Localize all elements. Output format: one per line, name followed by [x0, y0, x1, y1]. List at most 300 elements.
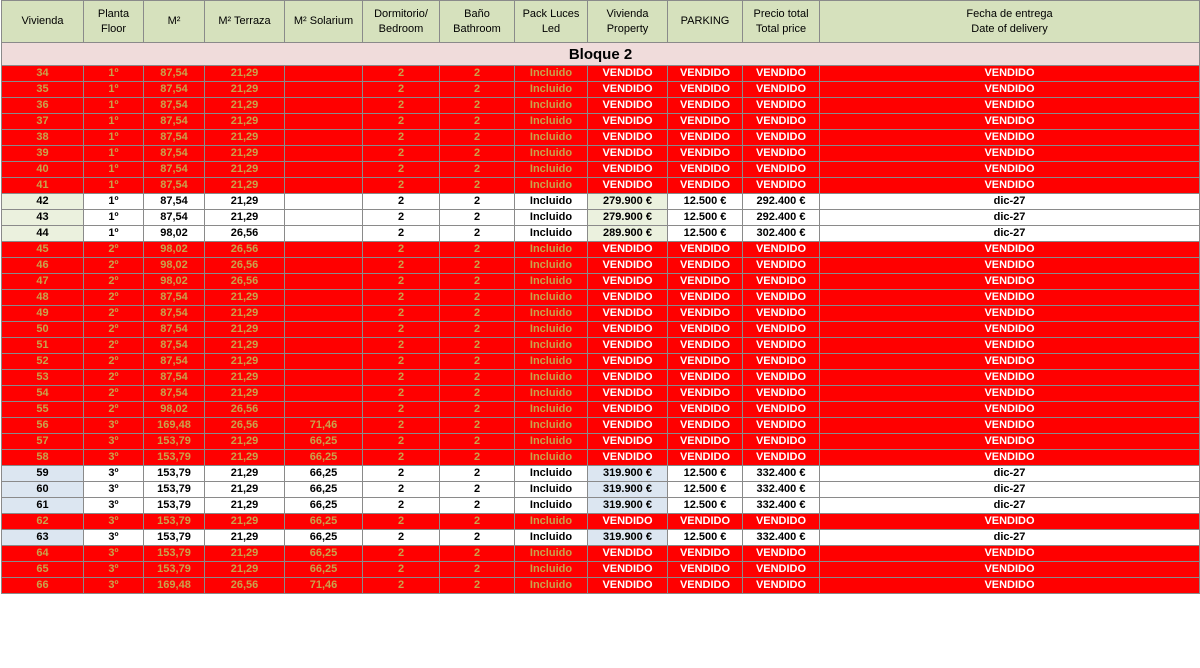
sold-status: VENDIDO — [743, 418, 820, 434]
solarium-area — [285, 290, 363, 306]
total-price: 302.400 € — [743, 226, 820, 242]
bedrooms: 2 — [363, 322, 440, 338]
table-row — [2, 274, 1200, 290]
solarium-area: 66,25 — [285, 498, 363, 514]
sold-status: VENDIDO — [588, 562, 668, 578]
unit-number: 59 — [2, 466, 84, 482]
sold-status: VENDIDO — [743, 178, 820, 194]
sold-status: VENDIDO — [668, 562, 743, 578]
sold-status: VENDIDO — [820, 114, 1200, 130]
parking-price: 12.500 € — [668, 194, 743, 210]
parking-price: 12.500 € — [668, 498, 743, 514]
led-pack: Incluido — [515, 418, 588, 434]
block-title-row — [2, 43, 1200, 66]
bathrooms: 2 — [440, 434, 515, 450]
area: 87,54 — [144, 306, 205, 322]
sold-status: VENDIDO — [588, 578, 668, 594]
bedrooms: 2 — [363, 194, 440, 210]
sold-status: VENDIDO — [820, 450, 1200, 466]
terrace-area: 26,56 — [205, 274, 285, 290]
terrace-area: 21,29 — [205, 130, 285, 146]
floor: 2º — [84, 386, 144, 402]
table-row — [2, 370, 1200, 386]
bedrooms: 2 — [363, 482, 440, 498]
parking-price: 12.500 € — [668, 482, 743, 498]
solarium-area — [285, 226, 363, 242]
sold-status: VENDIDO — [820, 146, 1200, 162]
block-title: Bloque 2 — [2, 43, 1200, 66]
sold-status: VENDIDO — [743, 306, 820, 322]
sold-status: VENDIDO — [743, 354, 820, 370]
unit-number: 58 — [2, 450, 84, 466]
bedrooms: 2 — [363, 98, 440, 114]
area: 153,79 — [144, 450, 205, 466]
table-row — [2, 258, 1200, 274]
bedrooms: 2 — [363, 370, 440, 386]
bedrooms: 2 — [363, 402, 440, 418]
sold-status: VENDIDO — [588, 514, 668, 530]
floor: 3º — [84, 434, 144, 450]
sold-status: VENDIDO — [668, 514, 743, 530]
header-dormitorio — [363, 1, 440, 43]
table-row — [2, 402, 1200, 418]
header-terraza — [205, 1, 285, 43]
property-price: 319.900 € — [588, 530, 668, 546]
block-section — [2, 43, 1200, 66]
sold-status: VENDIDO — [820, 178, 1200, 194]
table-row — [2, 242, 1200, 258]
terrace-area: 21,29 — [205, 450, 285, 466]
table-header — [2, 1, 1200, 43]
total-price: 332.400 € — [743, 482, 820, 498]
bathrooms: 2 — [440, 354, 515, 370]
table-row — [2, 226, 1200, 242]
table-row — [2, 162, 1200, 178]
sold-status: VENDIDO — [743, 258, 820, 274]
unit-number: 63 — [2, 530, 84, 546]
area: 169,48 — [144, 418, 205, 434]
sold-status: VENDIDO — [668, 546, 743, 562]
terrace-area: 21,29 — [205, 338, 285, 354]
sold-status: VENDIDO — [743, 450, 820, 466]
unit-number: 34 — [2, 66, 84, 82]
led-pack: Incluido — [515, 386, 588, 402]
bedrooms: 2 — [363, 242, 440, 258]
sold-status: VENDIDO — [743, 290, 820, 306]
terrace-area: 21,29 — [205, 370, 285, 386]
unit-number: 46 — [2, 258, 84, 274]
sold-status: VENDIDO — [668, 178, 743, 194]
led-pack: Incluido — [515, 530, 588, 546]
solarium-area: 66,25 — [285, 466, 363, 482]
unit-number: 60 — [2, 482, 84, 498]
terrace-area: 21,29 — [205, 162, 285, 178]
table-row — [2, 194, 1200, 210]
led-pack: Incluido — [515, 178, 588, 194]
unit-number: 44 — [2, 226, 84, 242]
sold-status: VENDIDO — [820, 402, 1200, 418]
header-precio-vivienda — [588, 1, 668, 43]
terrace-area: 21,29 — [205, 194, 285, 210]
table-row — [2, 546, 1200, 562]
floor: 3º — [84, 418, 144, 434]
sold-status: VENDIDO — [668, 66, 743, 82]
sold-status: VENDIDO — [668, 386, 743, 402]
total-price: 332.400 € — [743, 530, 820, 546]
bathrooms: 2 — [440, 146, 515, 162]
delivery-date: dic-27 — [820, 498, 1200, 514]
header-fecha-entrega — [820, 1, 1200, 43]
property-price: 289.900 € — [588, 226, 668, 242]
table-row — [2, 130, 1200, 146]
bathrooms: 2 — [440, 290, 515, 306]
led-pack: Incluido — [515, 162, 588, 178]
terrace-area: 26,56 — [205, 402, 285, 418]
floor: 3º — [84, 498, 144, 514]
floor: 1º — [84, 114, 144, 130]
led-pack: Incluido — [515, 482, 588, 498]
bathrooms: 2 — [440, 482, 515, 498]
bedrooms: 2 — [363, 386, 440, 402]
unit-number: 57 — [2, 434, 84, 450]
unit-number: 66 — [2, 578, 84, 594]
sold-status: VENDIDO — [668, 146, 743, 162]
bathrooms: 2 — [440, 242, 515, 258]
sold-status: VENDIDO — [588, 242, 668, 258]
sold-status: VENDIDO — [588, 146, 668, 162]
bedrooms: 2 — [363, 146, 440, 162]
bedrooms: 2 — [363, 434, 440, 450]
unit-number: 54 — [2, 386, 84, 402]
table-row — [2, 338, 1200, 354]
solarium-area: 66,25 — [285, 530, 363, 546]
unit-number: 62 — [2, 514, 84, 530]
sold-status: VENDIDO — [743, 274, 820, 290]
sold-status: VENDIDO — [820, 546, 1200, 562]
total-price: 292.400 € — [743, 210, 820, 226]
sold-status: VENDIDO — [743, 370, 820, 386]
sold-status: VENDIDO — [820, 66, 1200, 82]
solarium-area — [285, 354, 363, 370]
sold-status: VENDIDO — [588, 450, 668, 466]
sold-status: VENDIDO — [588, 306, 668, 322]
led-pack: Incluido — [515, 322, 588, 338]
bedrooms: 2 — [363, 578, 440, 594]
terrace-area: 21,29 — [205, 322, 285, 338]
sold-status: VENDIDO — [820, 514, 1200, 530]
sold-status: VENDIDO — [820, 418, 1200, 434]
sold-status: VENDIDO — [820, 306, 1200, 322]
area: 87,54 — [144, 210, 205, 226]
terrace-area: 26,56 — [205, 226, 285, 242]
unit-number: 49 — [2, 306, 84, 322]
floor: 1º — [84, 66, 144, 82]
unit-number: 53 — [2, 370, 84, 386]
header-label: Floor — [100, 22, 127, 35]
unit-number: 45 — [2, 242, 84, 258]
table-row — [2, 466, 1200, 482]
sold-status: VENDIDO — [668, 338, 743, 354]
sold-status: VENDIDO — [668, 578, 743, 594]
unit-number: 64 — [2, 546, 84, 562]
solarium-area — [285, 274, 363, 290]
parking-price: 12.500 € — [668, 530, 743, 546]
sold-status: VENDIDO — [743, 98, 820, 114]
total-price: 292.400 € — [743, 194, 820, 210]
sold-status: VENDIDO — [820, 434, 1200, 450]
sold-status: VENDIDO — [820, 82, 1200, 98]
bathrooms: 2 — [440, 530, 515, 546]
floor: 3º — [84, 530, 144, 546]
led-pack: Incluido — [515, 242, 588, 258]
sold-status: VENDIDO — [743, 82, 820, 98]
sold-status: VENDIDO — [668, 322, 743, 338]
unit-number: 42 — [2, 194, 84, 210]
terrace-area: 26,56 — [205, 418, 285, 434]
bathrooms: 2 — [440, 466, 515, 482]
terrace-area: 21,29 — [205, 66, 285, 82]
area: 153,79 — [144, 514, 205, 530]
sold-status: VENDIDO — [588, 418, 668, 434]
area: 153,79 — [144, 482, 205, 498]
sold-status: VENDIDO — [588, 338, 668, 354]
sold-status: VENDIDO — [743, 66, 820, 82]
led-pack: Incluido — [515, 370, 588, 386]
header-label: Bedroom — [378, 22, 424, 35]
bathrooms: 2 — [440, 450, 515, 466]
sold-status: VENDIDO — [820, 242, 1200, 258]
area: 87,54 — [144, 162, 205, 178]
bedrooms: 2 — [363, 562, 440, 578]
table-row — [2, 66, 1200, 82]
header-row — [2, 1, 1200, 43]
sold-status: VENDIDO — [668, 98, 743, 114]
floor: 2º — [84, 354, 144, 370]
bathrooms: 2 — [440, 498, 515, 514]
bedrooms: 2 — [363, 514, 440, 530]
solarium-area: 66,25 — [285, 562, 363, 578]
sold-status: VENDIDO — [743, 578, 820, 594]
unit-number: 50 — [2, 322, 84, 338]
area: 87,54 — [144, 130, 205, 146]
floor: 2º — [84, 306, 144, 322]
bedrooms: 2 — [363, 306, 440, 322]
bathrooms: 2 — [440, 306, 515, 322]
floor: 1º — [84, 178, 144, 194]
unit-number: 65 — [2, 562, 84, 578]
unit-number: 55 — [2, 402, 84, 418]
terrace-area: 21,29 — [205, 386, 285, 402]
solarium-area — [285, 338, 363, 354]
property-price: 279.900 € — [588, 210, 668, 226]
area: 153,79 — [144, 546, 205, 562]
solarium-area — [285, 242, 363, 258]
area: 98,02 — [144, 242, 205, 258]
header-label: M² Solarium — [293, 15, 354, 27]
sold-status: VENDIDO — [743, 386, 820, 402]
sold-status: VENDIDO — [588, 162, 668, 178]
sold-status: VENDIDO — [668, 434, 743, 450]
sold-status: VENDIDO — [588, 178, 668, 194]
area: 153,79 — [144, 434, 205, 450]
area: 87,54 — [144, 66, 205, 82]
floor: 3º — [84, 482, 144, 498]
unit-number: 43 — [2, 210, 84, 226]
unit-number: 40 — [2, 162, 84, 178]
price-list-table — [1, 0, 1200, 594]
header-label: M² Terraza — [218, 15, 271, 27]
floor: 2º — [84, 258, 144, 274]
header-label: Vivienda — [21, 15, 64, 27]
header-label: Bathroom — [453, 22, 501, 35]
sold-status: VENDIDO — [820, 562, 1200, 578]
sold-status: VENDIDO — [588, 290, 668, 306]
bedrooms: 2 — [363, 338, 440, 354]
sold-status: VENDIDO — [588, 370, 668, 386]
header-m2 — [144, 1, 205, 43]
header-solarium — [285, 1, 363, 43]
table-row — [2, 98, 1200, 114]
header-label: Vivienda — [606, 7, 649, 20]
sold-status: VENDIDO — [743, 146, 820, 162]
table-row — [2, 306, 1200, 322]
header-label: Dormitorio/ — [374, 7, 428, 20]
sold-status: VENDIDO — [668, 274, 743, 290]
area: 87,54 — [144, 178, 205, 194]
delivery-date: dic-27 — [820, 194, 1200, 210]
sold-status: VENDIDO — [668, 450, 743, 466]
area: 98,02 — [144, 226, 205, 242]
led-pack: Incluido — [515, 82, 588, 98]
sold-status: VENDIDO — [743, 338, 820, 354]
table-row — [2, 450, 1200, 466]
bathrooms: 2 — [440, 418, 515, 434]
area: 153,79 — [144, 466, 205, 482]
header-precio-total — [743, 1, 820, 43]
sold-status: VENDIDO — [820, 354, 1200, 370]
area: 169,48 — [144, 578, 205, 594]
floor: 3º — [84, 514, 144, 530]
area: 87,54 — [144, 338, 205, 354]
area: 153,79 — [144, 562, 205, 578]
led-pack: Incluido — [515, 578, 588, 594]
parking-price: 12.500 € — [668, 226, 743, 242]
solarium-area — [285, 130, 363, 146]
terrace-area: 21,29 — [205, 498, 285, 514]
led-pack: Incluido — [515, 258, 588, 274]
header-label: Property — [606, 22, 649, 35]
solarium-area — [285, 162, 363, 178]
sold-status: VENDIDO — [668, 290, 743, 306]
table-row — [2, 434, 1200, 450]
solarium-area — [285, 114, 363, 130]
terrace-area: 21,29 — [205, 82, 285, 98]
table-row — [2, 210, 1200, 226]
led-pack: Incluido — [515, 546, 588, 562]
sold-status: VENDIDO — [668, 354, 743, 370]
solarium-area — [285, 386, 363, 402]
sold-status: VENDIDO — [820, 162, 1200, 178]
table-row — [2, 146, 1200, 162]
bathrooms: 2 — [440, 114, 515, 130]
sold-status: VENDIDO — [820, 386, 1200, 402]
total-price: 332.400 € — [743, 466, 820, 482]
terrace-area: 21,29 — [205, 514, 285, 530]
sold-status: VENDIDO — [743, 162, 820, 178]
bedrooms: 2 — [363, 162, 440, 178]
floor: 2º — [84, 290, 144, 306]
sold-status: VENDIDO — [668, 242, 743, 258]
bathrooms: 2 — [440, 210, 515, 226]
header-label: Total price — [755, 22, 807, 35]
unit-rows — [2, 66, 1200, 594]
terrace-area: 26,56 — [205, 242, 285, 258]
table-row — [2, 498, 1200, 514]
sold-status: VENDIDO — [743, 402, 820, 418]
property-price: 319.900 € — [588, 482, 668, 498]
floor: 1º — [84, 146, 144, 162]
area: 87,54 — [144, 98, 205, 114]
table-row — [2, 290, 1200, 306]
sold-status: VENDIDO — [588, 322, 668, 338]
area: 87,54 — [144, 386, 205, 402]
floor: 2º — [84, 274, 144, 290]
sold-status: VENDIDO — [743, 546, 820, 562]
bathrooms: 2 — [440, 578, 515, 594]
sold-status: VENDIDO — [588, 274, 668, 290]
bathrooms: 2 — [440, 194, 515, 210]
bathrooms: 2 — [440, 322, 515, 338]
led-pack: Incluido — [515, 466, 588, 482]
sold-status: VENDIDO — [668, 130, 743, 146]
area: 87,54 — [144, 194, 205, 210]
solarium-area — [285, 146, 363, 162]
sold-status: VENDIDO — [668, 370, 743, 386]
header-planta — [84, 1, 144, 43]
floor: 3º — [84, 578, 144, 594]
solarium-area — [285, 66, 363, 82]
sold-status: VENDIDO — [668, 82, 743, 98]
solarium-area — [285, 402, 363, 418]
bedrooms: 2 — [363, 450, 440, 466]
unit-number: 38 — [2, 130, 84, 146]
area: 153,79 — [144, 530, 205, 546]
solarium-area — [285, 178, 363, 194]
header-label: PARKING — [680, 15, 730, 27]
sold-status: VENDIDO — [668, 306, 743, 322]
led-pack: Incluido — [515, 498, 588, 514]
unit-number: 39 — [2, 146, 84, 162]
area: 87,54 — [144, 290, 205, 306]
delivery-date: dic-27 — [820, 210, 1200, 226]
table-row — [2, 514, 1200, 530]
area: 87,54 — [144, 146, 205, 162]
terrace-area: 21,29 — [205, 354, 285, 370]
bedrooms: 2 — [363, 66, 440, 82]
header-vivienda — [2, 1, 84, 43]
sold-status: VENDIDO — [743, 130, 820, 146]
led-pack: Incluido — [515, 402, 588, 418]
sold-status: VENDIDO — [743, 114, 820, 130]
terrace-area: 21,29 — [205, 546, 285, 562]
delivery-date: dic-27 — [820, 530, 1200, 546]
bathrooms: 2 — [440, 514, 515, 530]
terrace-area: 21,29 — [205, 530, 285, 546]
bathrooms: 2 — [440, 402, 515, 418]
unit-number: 36 — [2, 98, 84, 114]
bathrooms: 2 — [440, 98, 515, 114]
sold-status: VENDIDO — [820, 370, 1200, 386]
